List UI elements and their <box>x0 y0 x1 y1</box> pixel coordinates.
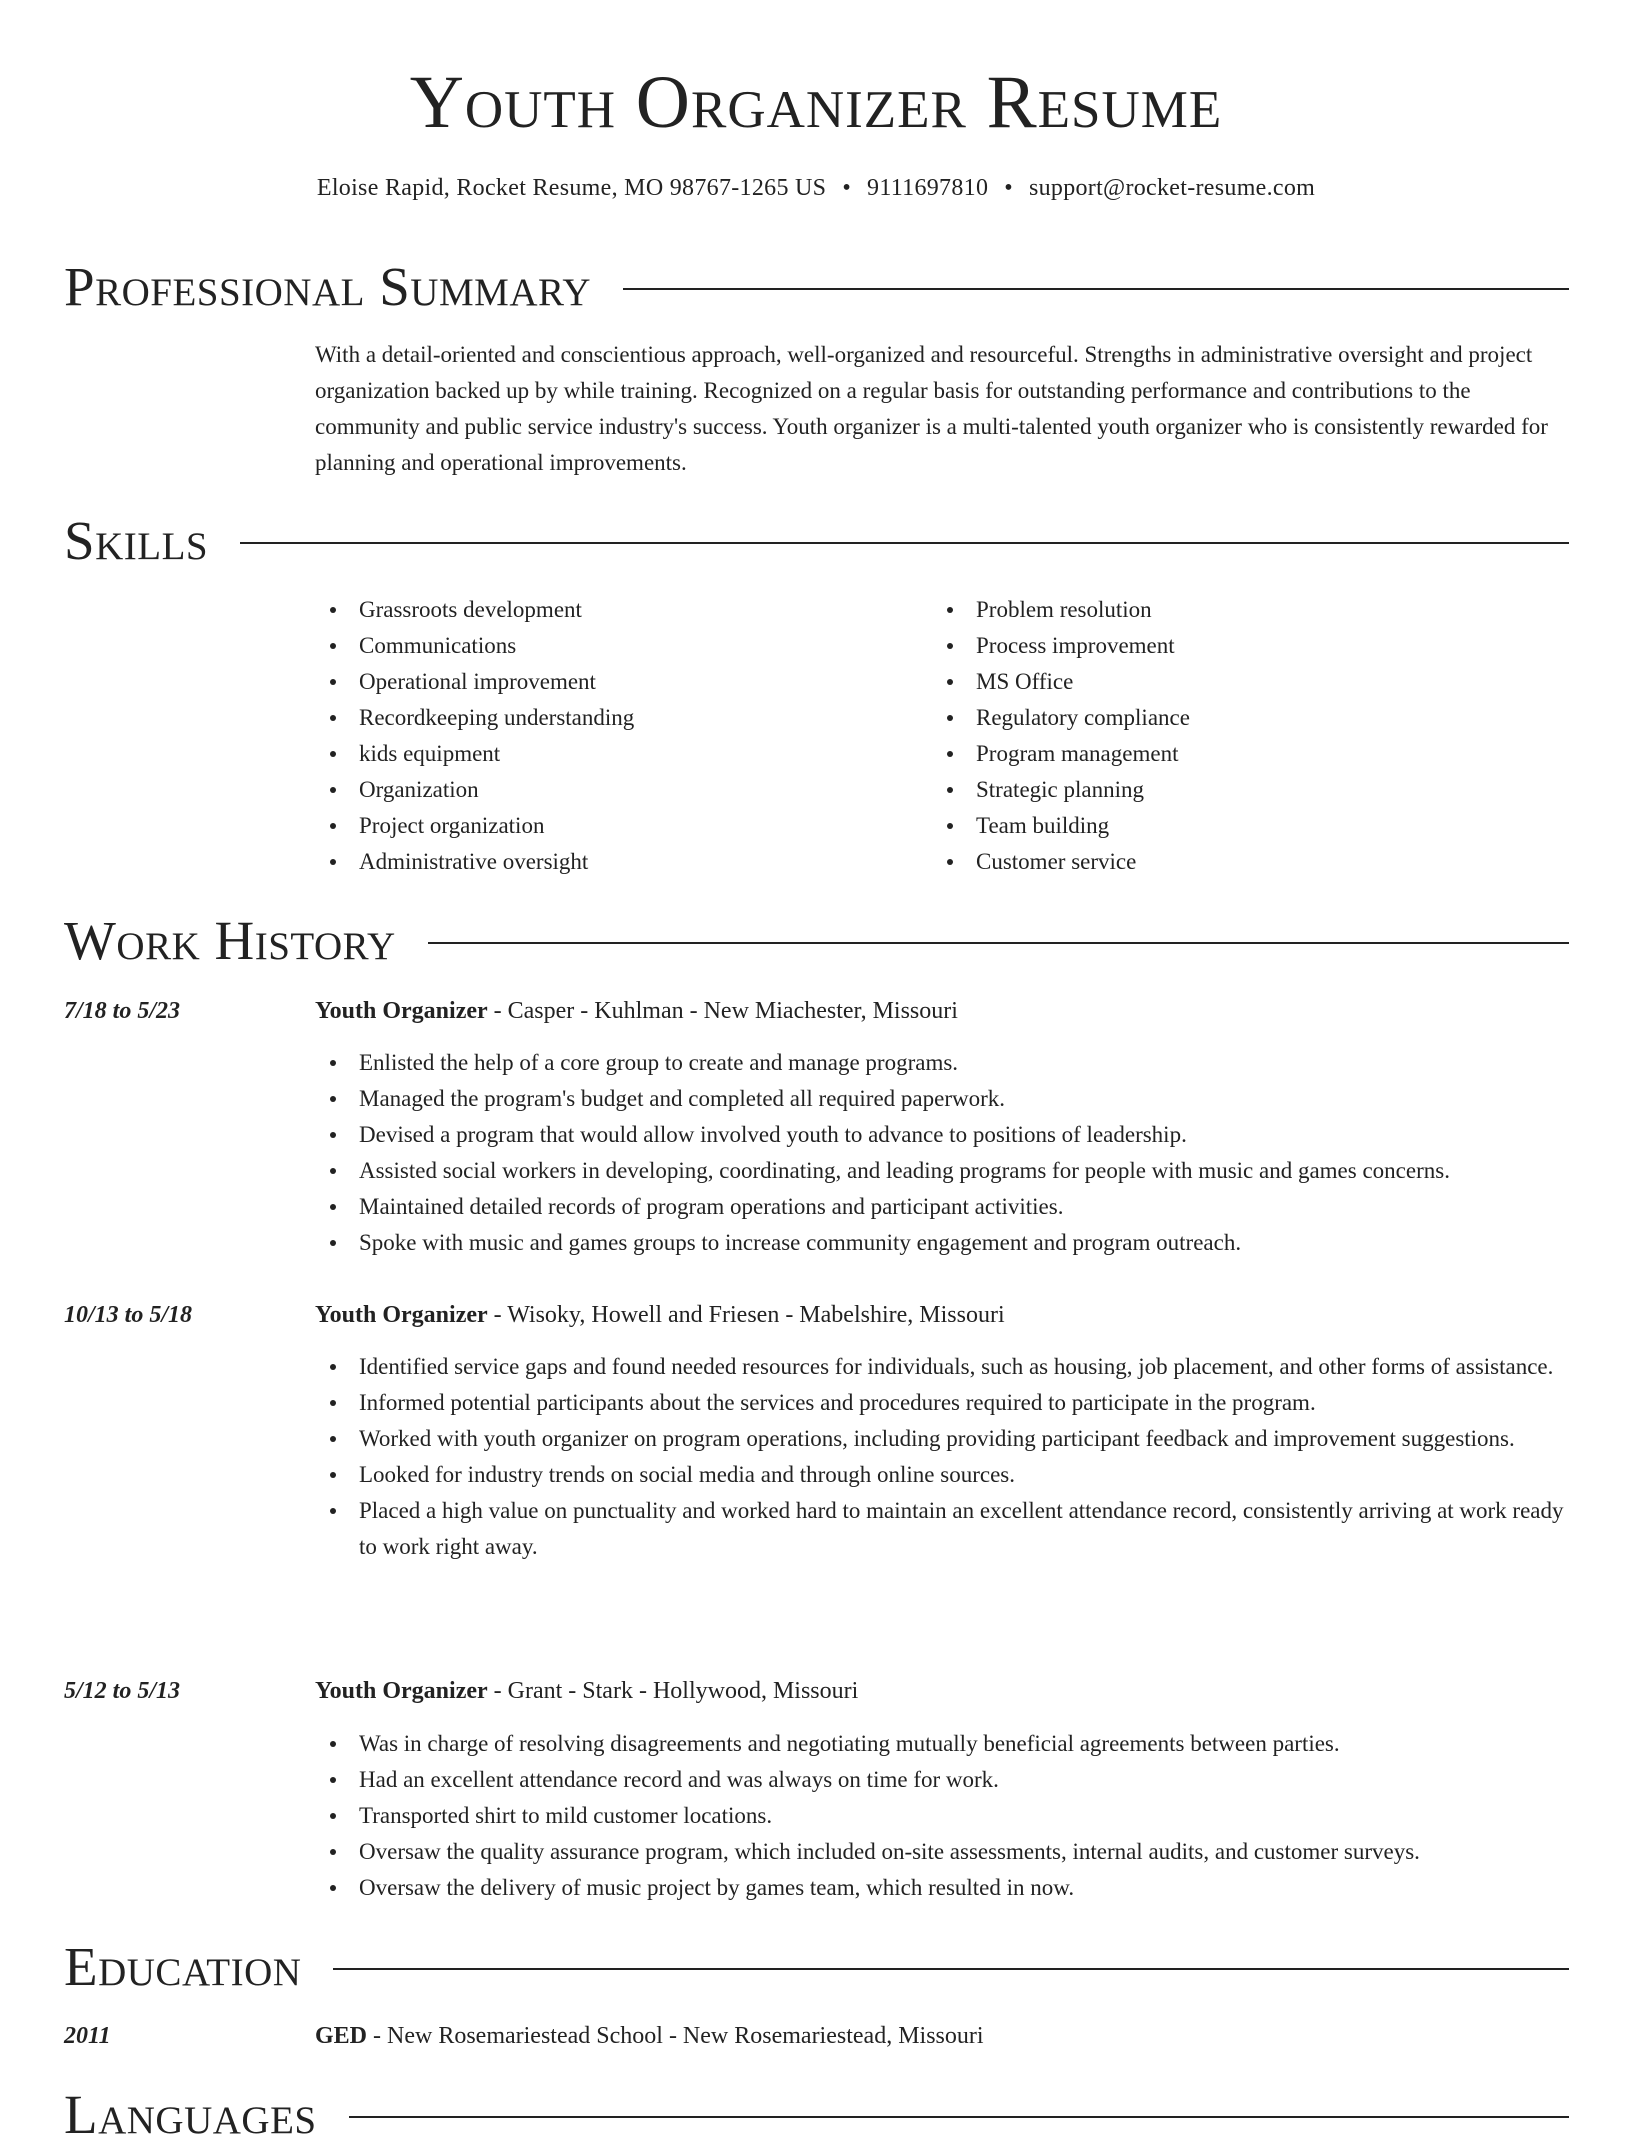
skill-item: kids equipment <box>315 736 915 772</box>
skill-item: Customer service <box>932 844 1532 880</box>
job-bullet: Had an excellent attendance record and was always on time for work. <box>315 1762 1565 1798</box>
summary-section-header <box>64 255 1569 319</box>
contact-phone: 9111697810 <box>867 175 989 201</box>
job-employer: - Wisoky, Howell and Friesen - Mabelshire, Missouri <box>487 1302 1005 1328</box>
skill-item: Team building <box>932 808 1532 844</box>
section-divider <box>428 942 1569 944</box>
education-degree: GED <box>315 2023 368 2049</box>
skill-item: Regulatory compliance <box>932 700 1532 736</box>
job-bullet: Enlisted the help of a core group to create and manage programs. <box>315 1045 1565 1081</box>
job-bullet: Oversaw the quality assurance program, which included on-site assessments, internal audits, and customer surveys. <box>315 1834 1565 1870</box>
skill-item: Process improvement <box>932 628 1532 664</box>
contact-separator: • <box>1004 175 1013 201</box>
job-bullet: Devised a program that would allow involved youth to advance to positions of leadership. <box>315 1117 1565 1153</box>
contact-email: support@rocket-resume.com <box>1028 175 1316 201</box>
job-bullet: Looked for industry trends on social media and through online sources. <box>315 1457 1565 1493</box>
skill-item: Organization <box>315 772 915 808</box>
section-divider <box>349 2116 1569 2118</box>
education-heading: Education <box>64 1936 302 1997</box>
skill-item: Administrative oversight <box>315 844 915 880</box>
skill-item: Communications <box>315 628 915 664</box>
skills-column-right <box>932 592 1532 880</box>
skill-item: Grassroots development <box>315 592 915 628</box>
job-title-line <box>315 995 1565 1027</box>
job-role: Youth Organizer <box>315 1302 488 1328</box>
section-divider <box>333 1968 1569 1970</box>
contact-line <box>0 172 1632 204</box>
job-bullets <box>315 1349 1565 1565</box>
job-bullets <box>315 1045 1565 1261</box>
education-entry <box>315 2020 1565 2052</box>
job-bullet: Managed the program's budget and completed all required paperwork. <box>315 1081 1565 1117</box>
contact-separator: • <box>842 175 852 201</box>
job-bullet: Maintained detailed records of program operations and participant activities. <box>315 1189 1565 1225</box>
job-bullet: Worked with youth organizer on program operations, including providing participant feedback and improvement suggestions. <box>315 1421 1565 1457</box>
summary-heading: Professional Summary <box>64 256 592 317</box>
resume-title: Youth Organizer Resume <box>409 61 1223 144</box>
job-bullets <box>315 1726 1565 1906</box>
skill-item: Operational improvement <box>315 664 915 700</box>
skill-item: Recordkeeping understanding <box>315 700 915 736</box>
job-role: Youth Organizer <box>315 1678 488 1704</box>
section-divider <box>240 542 1569 544</box>
skills-column-left <box>315 592 915 880</box>
job-title-line <box>315 1675 1565 1707</box>
job-employer: - Casper - Kuhlman - New Miachester, Missouri <box>487 998 958 1024</box>
job-bullet: Was in charge of resolving disagreements and negotiating mutually beneficial agreements between parties. <box>315 1726 1565 1762</box>
job-bullet: Identified service gaps and found needed resources for individuals, such as housing, job placement, and other forms of assistance. <box>315 1349 1565 1385</box>
job-role: Youth Organizer <box>315 998 488 1024</box>
skill-item: Strategic planning <box>932 772 1532 808</box>
education-school: - New Rosemariestead School - New Rosemariestead, Missouri <box>367 2023 984 2049</box>
job-dates: 10/13 to 5/18 <box>64 1302 193 1328</box>
languages-section-header <box>64 2083 1569 2147</box>
job-bullet: Placed a high value on punctuality and worked hard to maintain an excellent attendance record, consistently arriving at work ready to work right away. <box>315 1493 1565 1565</box>
skill-item: MS Office <box>932 664 1532 700</box>
education-section-header <box>64 1935 1569 1999</box>
job-bullet: Spoke with music and games groups to increase community engagement and program outreach. <box>315 1225 1565 1261</box>
work-section-header <box>64 909 1569 973</box>
job-entry <box>315 1299 1565 1331</box>
section-divider <box>623 288 1569 290</box>
skill-item: Problem resolution <box>932 592 1532 628</box>
job-entry <box>315 1675 1565 1707</box>
languages-heading: Languages <box>64 2084 317 2145</box>
job-bullet: Assisted social workers in developing, coordinating, and leading programs for people with music and games concerns. <box>315 1153 1565 1189</box>
job-title-line <box>315 1299 1565 1331</box>
summary-text: With a detail-oriented and conscientious approach, well-organized and resourceful. Strengths in administrative oversight and project organization backed up by while training. Recognized on a regular basis for outstanding performance and contributions to the community and public service industry's success. Youth organizer is a multi-talented youth organizer who is consistently rewarded for planning and operational improvements. <box>315 342 1548 475</box>
skills-heading: Skills <box>64 510 209 571</box>
summary-block <box>315 337 1565 481</box>
skill-item: Program management <box>932 736 1532 772</box>
skills-section-header <box>64 509 1569 573</box>
contact-address: Eloise Rapid, Rocket Resume, MO 98767-1265 US <box>316 175 827 201</box>
job-bullet: Oversaw the delivery of music project by games team, which resulted in now. <box>315 1870 1565 1906</box>
job-bullet: Transported shirt to mild customer locations. <box>315 1798 1565 1834</box>
job-dates: 5/12 to 5/13 <box>64 1678 181 1704</box>
job-entry <box>315 995 1565 1027</box>
job-bullet: Informed potential participants about the services and procedures required to participate in the program. <box>315 1385 1565 1421</box>
job-employer: - Grant - Stark - Hollywood, Missouri <box>487 1678 859 1704</box>
skill-item: Project organization <box>315 808 915 844</box>
education-year: 2011 <box>64 2023 111 2049</box>
job-dates: 7/18 to 5/23 <box>64 998 181 1024</box>
education-line <box>315 2020 1565 2052</box>
work-heading: Work History <box>64 910 396 971</box>
